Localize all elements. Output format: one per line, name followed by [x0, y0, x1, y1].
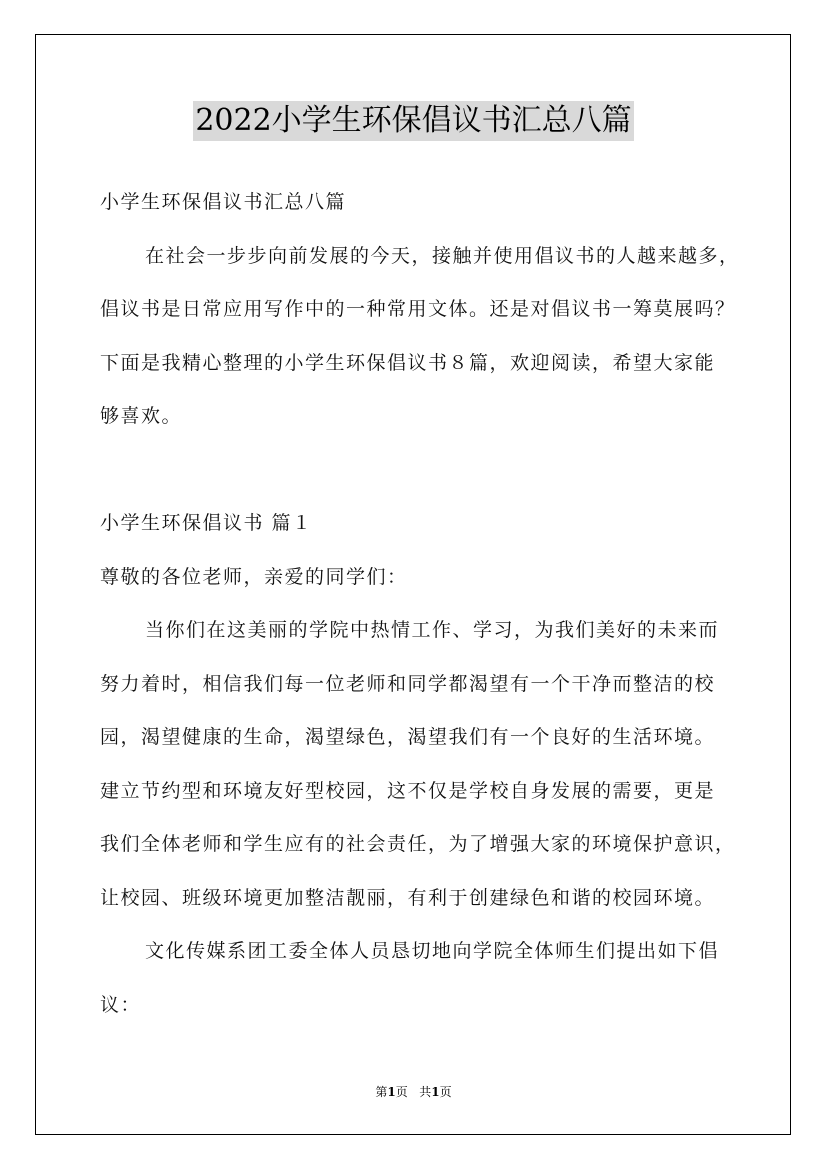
paragraph-line: 下面是我精心整理的小学生环保倡议书８篇，欢迎阅读，希望大家能: [100, 351, 716, 374]
paragraph-line: 建立节约型和环境友好型校园，这不仅是学校自身发展的需要，更是: [100, 779, 716, 802]
footer-total-suffix: 页: [439, 1085, 452, 1099]
blank-line: [100, 444, 742, 498]
footer-page-number: 1: [387, 1085, 396, 1099]
footer-page-prefix: 第: [375, 1085, 388, 1099]
paragraph-line: 园，渴望健康的生命，渴望绿色，渴望我们有一个良好的生活环境。: [100, 726, 716, 748]
footer-page-suffix: 页: [395, 1085, 408, 1099]
paragraph-line: 议：: [100, 993, 142, 1016]
subtitle-line: 小学生环保倡议书汇总八篇: [100, 191, 347, 213]
paragraph-line: 我们全体老师和学生应有的社会责任，为了增强大家的环境保护意识，: [100, 833, 736, 855]
salutation-line: 尊敬的各位老师，亲爱的同学们：: [100, 565, 408, 588]
paragraph-line: 努力着时，相信我们每一位老师和同学都渴望有一个干净而整洁的校: [100, 672, 716, 695]
document-title: 2022小学生环保倡议书汇总八篇: [193, 101, 633, 141]
paragraph-line: 当你们在这美丽的学院中热情工作、学习，为我们美好的未来而: [145, 619, 720, 641]
title-wrap: [0, 101, 827, 141]
paragraph-line: 让校园、班级环境更加整洁靓丽，有利于创建绿色和谐的校园环境。: [100, 886, 716, 909]
footer-total-number: 1: [431, 1085, 440, 1099]
paragraph-line: 倡议书是日常应用写作中的一种常用文体。还是对倡议书一筹莫展吗？: [100, 298, 736, 320]
paragraph-line: 文化传媒系团工委全体人员恳切地向学院全体师生们提出如下倡: [145, 940, 720, 962]
paragraph-line: 够喜欢。: [100, 405, 183, 427]
footer-total-prefix: 共: [419, 1085, 432, 1099]
section-heading: 小学生环保倡议书 篇１: [100, 512, 313, 534]
document-body: [100, 176, 742, 1032]
paragraph-line: 在社会一步步向前发展的今天，接触并使用倡议书的人越来越多，: [145, 244, 740, 267]
page-footer: [0, 1083, 827, 1101]
